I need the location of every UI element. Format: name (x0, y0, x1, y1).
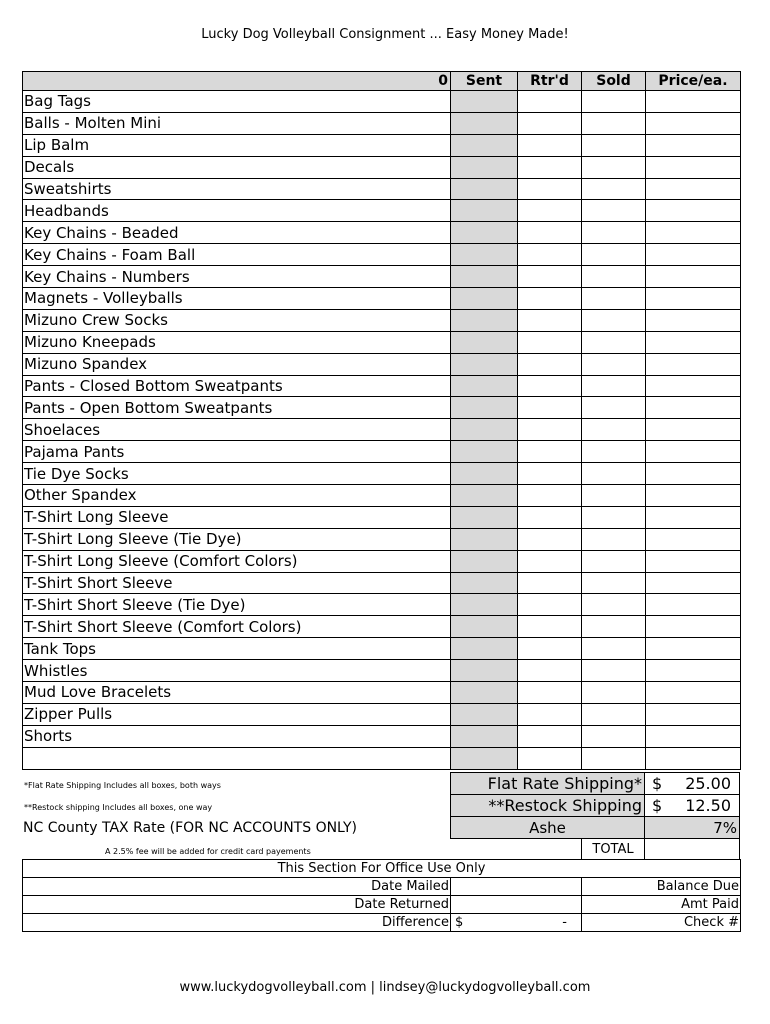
table-row (23, 638, 741, 660)
item-name: Magnets - Volleyballs (23, 288, 451, 310)
table-row (23, 331, 741, 353)
price-cell[interactable] (646, 244, 741, 266)
price-cell[interactable] (646, 660, 741, 682)
item-name: Key Chains - Foam Ball (23, 244, 451, 266)
price-cell[interactable] (646, 485, 741, 507)
sent-cell[interactable] (451, 463, 518, 485)
price-cell[interactable] (646, 222, 741, 244)
item-name: Pants - Closed Bottom Sweatpants (23, 375, 451, 397)
table-row (23, 375, 741, 397)
returned-cell[interactable] (518, 200, 582, 222)
item-name: Lip Balm (23, 134, 451, 156)
sent-cell[interactable] (451, 375, 518, 397)
item-name: Decals (23, 156, 451, 178)
sold-cell[interactable] (582, 485, 646, 507)
sold-cell[interactable] (582, 441, 646, 463)
check-number-label: Check # (582, 914, 741, 932)
sold-cell[interactable] (582, 244, 646, 266)
flat-rate-note: *Flat Rate Shipping Includes all boxes, both ways (24, 781, 221, 790)
item-name: Sweatshirts (23, 178, 451, 200)
returned-cell[interactable] (518, 178, 582, 200)
item-name: T-Shirt Short Sleeve (23, 572, 451, 594)
restock-currency: $ (652, 796, 663, 815)
item-name: T-Shirt Long Sleeve (Comfort Colors) (23, 550, 451, 572)
difference-currency: $ (455, 915, 464, 930)
item-name: Mizuno Kneepads (23, 331, 451, 353)
table-row (23, 178, 741, 200)
table-row (23, 463, 741, 485)
price-cell[interactable] (646, 331, 741, 353)
price-cell[interactable] (646, 703, 741, 725)
returned-cell[interactable] (518, 572, 582, 594)
returned-cell[interactable] (518, 485, 582, 507)
sent-cell[interactable] (451, 331, 518, 353)
price-cell[interactable] (646, 397, 741, 419)
item-name: Tie Dye Socks (23, 463, 451, 485)
sent-cell[interactable] (451, 594, 518, 616)
date-mailed-label: Date Mailed (23, 878, 451, 896)
flat-rate-label: Flat Rate Shipping* (450, 772, 645, 795)
price-cell[interactable] (646, 682, 741, 704)
returned-cell[interactable] (518, 463, 582, 485)
sent-cell[interactable] (451, 397, 518, 419)
price-cell[interactable] (646, 112, 741, 134)
price-cell[interactable] (646, 594, 741, 616)
price-cell[interactable] (646, 266, 741, 288)
header-price: Price/ea. (646, 72, 741, 91)
table-row (23, 725, 741, 747)
sent-cell[interactable] (451, 178, 518, 200)
office-use-table (22, 859, 741, 932)
item-name: Key Chains - Beaded (23, 222, 451, 244)
office-row (23, 914, 741, 932)
sold-cell[interactable] (582, 134, 646, 156)
sent-cell[interactable] (451, 266, 518, 288)
returned-cell[interactable] (518, 660, 582, 682)
table-row (23, 309, 741, 331)
sent-cell[interactable] (451, 156, 518, 178)
item-name: Mizuno Spandex (23, 353, 451, 375)
sold-cell[interactable] (582, 638, 646, 660)
credit-fee-note: A 2.5% fee will be added for credit card payements (105, 847, 311, 856)
table-row (23, 660, 741, 682)
flat-rate-currency: $ (652, 774, 663, 793)
sent-cell[interactable] (451, 441, 518, 463)
table-row (23, 550, 741, 572)
table-row (23, 156, 741, 178)
item-name: Mizuno Crew Socks (23, 309, 451, 331)
sold-cell[interactable] (582, 463, 646, 485)
returned-cell[interactable] (518, 288, 582, 310)
returned-cell[interactable] (518, 266, 582, 288)
sent-cell[interactable] (451, 682, 518, 704)
price-cell[interactable] (646, 288, 741, 310)
sent-cell[interactable] (451, 353, 518, 375)
sent-cell[interactable] (451, 703, 518, 725)
price-cell[interactable] (646, 309, 741, 331)
price-cell[interactable] (646, 134, 741, 156)
returned-cell[interactable] (518, 528, 582, 550)
header-sold: Sold (582, 72, 646, 91)
sent-cell[interactable] (451, 134, 518, 156)
item-name: Pants - Open Bottom Sweatpants (23, 397, 451, 419)
sent-cell[interactable] (451, 200, 518, 222)
price-cell[interactable] (646, 528, 741, 550)
item-name: Mud Love Bracelets (23, 682, 451, 704)
table-row (23, 747, 741, 769)
sold-cell[interactable] (582, 266, 646, 288)
price-cell[interactable] (646, 725, 741, 747)
sent-cell[interactable] (451, 222, 518, 244)
item-name: Shoelaces (23, 419, 451, 441)
sold-cell[interactable] (582, 682, 646, 704)
sold-cell[interactable] (582, 91, 646, 113)
table-row (23, 200, 741, 222)
table-row (23, 288, 741, 310)
table-row (23, 703, 741, 725)
price-cell[interactable] (646, 375, 741, 397)
sent-cell[interactable] (451, 506, 518, 528)
sent-cell[interactable] (451, 244, 518, 266)
balance-due-label: Balance Due (582, 878, 741, 896)
difference-value[interactable] (451, 914, 582, 932)
returned-cell[interactable] (518, 112, 582, 134)
item-name: Zipper Pulls (23, 703, 451, 725)
date-returned-label: Date Returned (23, 896, 451, 914)
price-cell[interactable] (646, 638, 741, 660)
tax-rate[interactable]: 7% (644, 816, 740, 839)
sold-cell[interactable] (582, 528, 646, 550)
item-name: Balls - Molten Mini (23, 112, 451, 134)
sent-cell[interactable] (451, 419, 518, 441)
table-row (23, 244, 741, 266)
sold-cell[interactable] (582, 594, 646, 616)
sold-cell[interactable] (582, 288, 646, 310)
price-cell[interactable] (646, 156, 741, 178)
header-item-column: 0 (23, 72, 451, 91)
table-row (23, 134, 741, 156)
returned-cell[interactable] (518, 353, 582, 375)
item-name: Key Chains - Numbers (23, 266, 451, 288)
sold-cell[interactable] (582, 309, 646, 331)
sold-cell[interactable] (582, 419, 646, 441)
price-cell[interactable] (646, 463, 741, 485)
table-row (23, 616, 741, 638)
returned-cell[interactable] (518, 91, 582, 113)
sold-cell[interactable] (582, 178, 646, 200)
sent-cell[interactable] (451, 485, 518, 507)
returned-cell[interactable] (518, 703, 582, 725)
sold-cell[interactable] (582, 550, 646, 572)
price-cell[interactable] (646, 747, 741, 769)
difference-amount: - (562, 915, 567, 930)
sold-cell[interactable] (582, 506, 646, 528)
table-row (23, 441, 741, 463)
item-name: Shorts (23, 725, 451, 747)
item-name: T-Shirt Short Sleeve (Tie Dye) (23, 594, 451, 616)
item-name: Headbands (23, 200, 451, 222)
sent-cell[interactable] (451, 725, 518, 747)
sent-cell[interactable] (451, 528, 518, 550)
tax-county[interactable]: Ashe (450, 816, 645, 839)
table-row (23, 222, 741, 244)
table-row (23, 528, 741, 550)
table-row (23, 112, 741, 134)
price-cell[interactable] (646, 550, 741, 572)
sold-cell[interactable] (582, 353, 646, 375)
sent-cell[interactable] (451, 550, 518, 572)
item-name: Pajama Pants (23, 441, 451, 463)
returned-cell[interactable] (518, 222, 582, 244)
sent-cell[interactable] (451, 91, 518, 113)
sold-cell[interactable] (582, 200, 646, 222)
price-cell[interactable] (646, 572, 741, 594)
difference-label: Difference (23, 914, 451, 932)
sold-cell[interactable] (582, 616, 646, 638)
returned-cell[interactable] (518, 638, 582, 660)
sent-cell[interactable] (451, 660, 518, 682)
sold-cell[interactable] (582, 660, 646, 682)
price-cell[interactable] (646, 506, 741, 528)
price-cell[interactable] (646, 200, 741, 222)
item-name: Whistles (23, 660, 451, 682)
returned-cell[interactable] (518, 375, 582, 397)
total-label: TOTAL (581, 838, 645, 860)
item-name: Other Spandex (23, 485, 451, 507)
tax-label: NC County TAX Rate (FOR NC ACCOUNTS ONLY) (23, 820, 358, 836)
restock-amount-cell (644, 794, 740, 817)
price-cell[interactable] (646, 91, 741, 113)
office-title-row (23, 860, 741, 878)
sold-cell[interactable] (582, 375, 646, 397)
table-row (23, 682, 741, 704)
item-name: Bag Tags (23, 91, 451, 113)
header-row (23, 72, 741, 91)
returned-cell[interactable] (518, 725, 582, 747)
returned-cell[interactable] (518, 244, 582, 266)
returned-cell[interactable] (518, 441, 582, 463)
date-returned-value[interactable] (451, 896, 582, 914)
sold-cell[interactable] (582, 725, 646, 747)
amt-paid-label: Amt Paid (582, 896, 741, 914)
flat-rate-amount-cell (644, 772, 740, 795)
returned-cell[interactable] (518, 397, 582, 419)
returned-cell[interactable] (518, 331, 582, 353)
sent-cell[interactable] (451, 112, 518, 134)
header-returned: Rtr'd (518, 72, 582, 91)
table-row (23, 572, 741, 594)
returned-cell[interactable] (518, 309, 582, 331)
returned-cell[interactable] (518, 594, 582, 616)
sold-cell[interactable] (582, 747, 646, 769)
returned-cell[interactable] (518, 419, 582, 441)
sent-cell[interactable] (451, 288, 518, 310)
table-row (23, 397, 741, 419)
table-row (23, 91, 741, 113)
date-mailed-value[interactable] (451, 878, 582, 896)
sold-cell[interactable] (582, 397, 646, 419)
item-name: T-Shirt Long Sleeve (23, 506, 451, 528)
item-name: Tank Tops (23, 638, 451, 660)
item-name (23, 747, 451, 769)
sold-cell[interactable] (582, 222, 646, 244)
returned-cell[interactable] (518, 156, 582, 178)
price-cell[interactable] (646, 178, 741, 200)
sold-cell[interactable] (582, 112, 646, 134)
office-title: This Section For Office Use Only (23, 860, 741, 878)
footer-contact: www.luckydogvolleyball.com | lindsey@luckydogvolleyball.com (179, 980, 591, 995)
item-name: T-Shirt Long Sleeve (Tie Dye) (23, 528, 451, 550)
restock-label: **Restock Shipping (450, 794, 645, 817)
returned-cell[interactable] (518, 506, 582, 528)
total-value[interactable] (644, 838, 740, 860)
sold-cell[interactable] (582, 572, 646, 594)
table-row (23, 485, 741, 507)
table-row (23, 266, 741, 288)
header-sent: Sent (451, 72, 518, 91)
sent-cell[interactable] (451, 616, 518, 638)
sold-cell[interactable] (582, 703, 646, 725)
sent-cell[interactable] (451, 747, 518, 769)
sent-cell[interactable] (451, 572, 518, 594)
price-cell[interactable] (646, 441, 741, 463)
item-name: T-Shirt Short Sleeve (Comfort Colors) (23, 616, 451, 638)
returned-cell[interactable] (518, 550, 582, 572)
returned-cell[interactable] (518, 682, 582, 704)
price-cell[interactable] (646, 353, 741, 375)
consignment-table (22, 71, 741, 770)
sent-cell[interactable] (451, 638, 518, 660)
returned-cell[interactable] (518, 134, 582, 156)
flat-rate-amount[interactable]: 25.00 (685, 774, 731, 793)
restock-amount[interactable]: 12.50 (685, 796, 731, 815)
table-row (23, 594, 741, 616)
office-row (23, 896, 741, 914)
table-row (23, 419, 741, 441)
office-row (23, 878, 741, 896)
page-title: Lucky Dog Volleyball Consignment ... Easy Money Made! (201, 27, 569, 42)
sent-cell[interactable] (451, 309, 518, 331)
returned-cell[interactable] (518, 747, 582, 769)
returned-cell[interactable] (518, 616, 582, 638)
price-cell[interactable] (646, 616, 741, 638)
price-cell[interactable] (646, 419, 741, 441)
sold-cell[interactable] (582, 331, 646, 353)
table-row (23, 353, 741, 375)
sold-cell[interactable] (582, 156, 646, 178)
restock-note: **Restock shipping Includes all boxes, one way (24, 803, 213, 812)
table-row (23, 506, 741, 528)
